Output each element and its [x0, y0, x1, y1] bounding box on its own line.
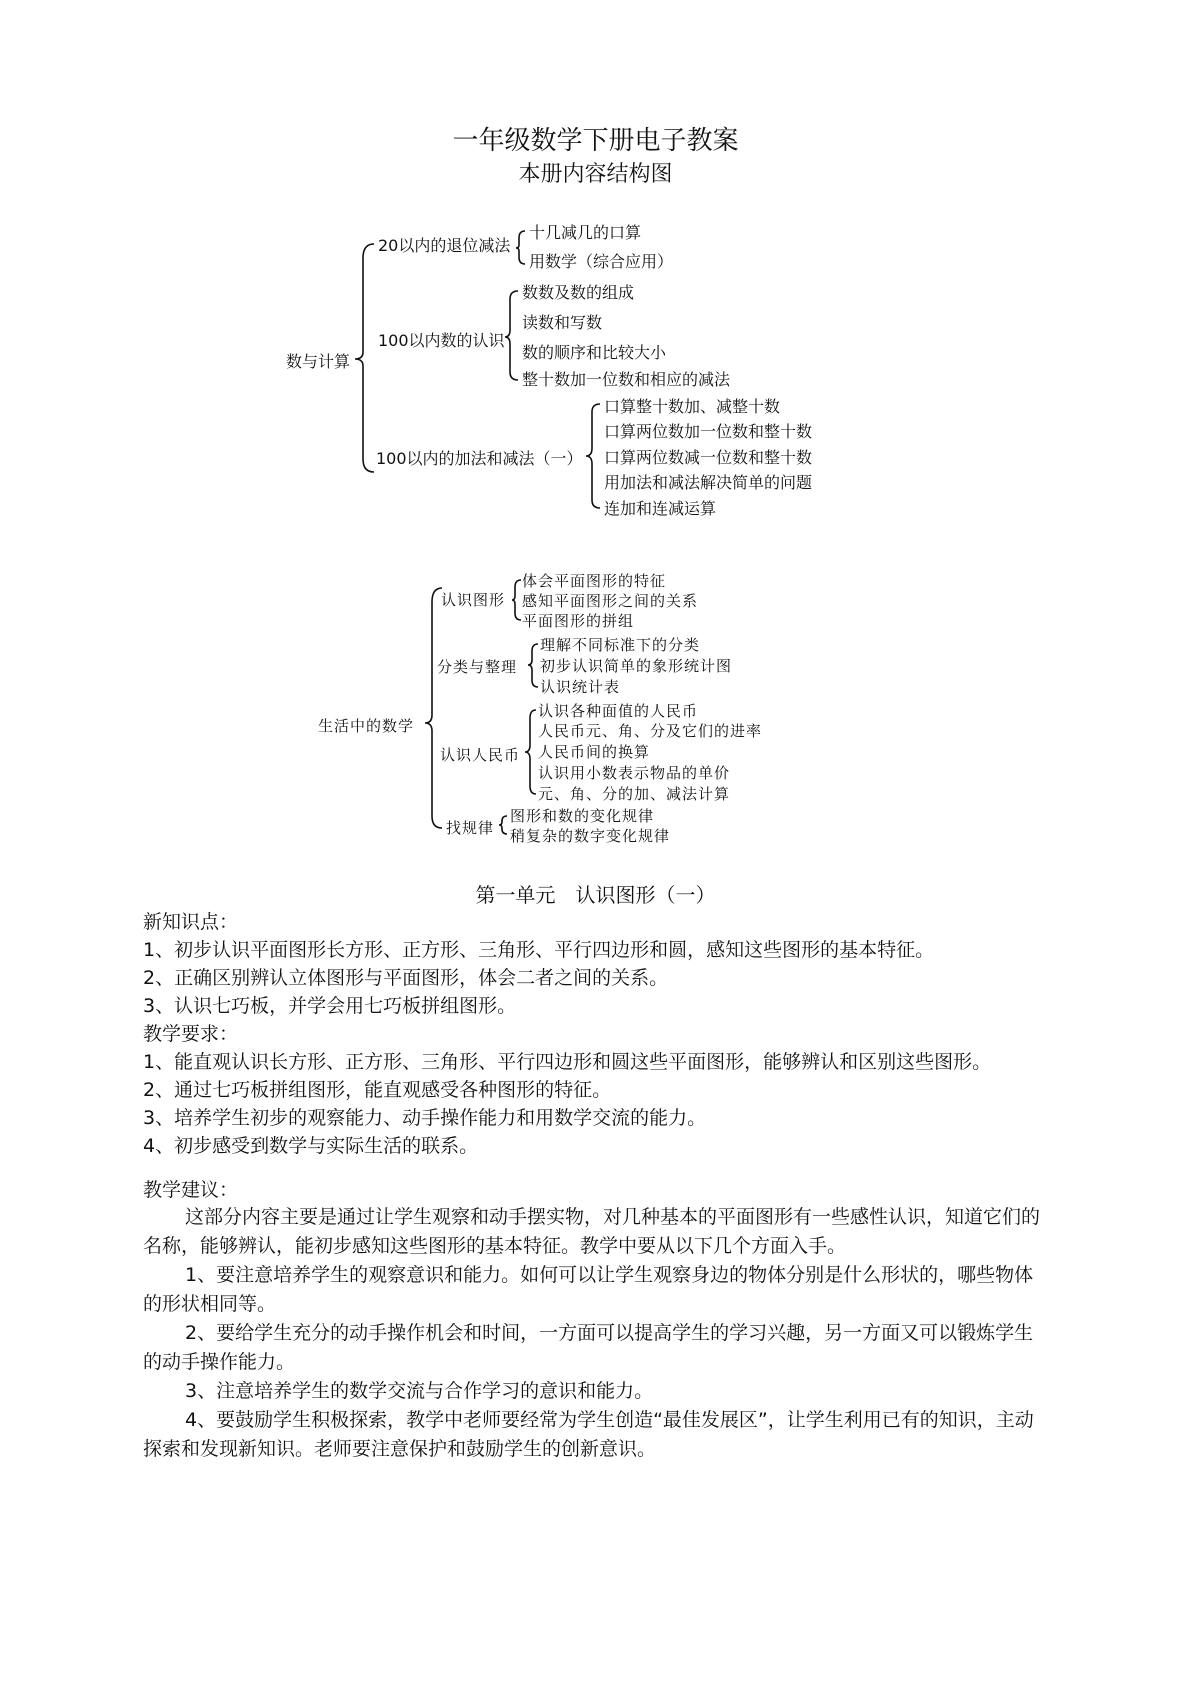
d2-item: 认识各种面值的人民币 — [538, 702, 699, 720]
d2-item: 图形和数的变化规律 — [510, 807, 655, 825]
d1-group-label: 20以内的退位减法 — [378, 236, 511, 255]
d1-group-label: 100以内的加法和减法（一） — [376, 449, 583, 468]
requirement-item: 3、培养学生初步的观察能力、动手操作能力和用数学交流的能力。 — [143, 1107, 707, 1129]
d1-item: 用数学（综合应用） — [529, 252, 674, 271]
d1-item: 用加法和减法解决简单的问题 — [604, 473, 813, 492]
requirement-item: 1、能直观认识长方形、正方形、三角形、平行四边形和圆这些平面图形，能够辨认和区别这些图形。 — [143, 1051, 992, 1073]
d2-item: 理解不同标准下的分类 — [540, 636, 701, 654]
d2-item: 人民币元、角、分及它们的进率 — [538, 722, 763, 740]
d1-root-label: 数与计算 — [286, 352, 351, 371]
d2-item: 感知平面图形之间的关系 — [522, 592, 699, 610]
d2-group-label: 认识人民币 — [440, 746, 521, 764]
d1-item: 读数和写数 — [522, 313, 603, 332]
suggestion-paragraph: 4、要鼓励学生积极探索，教学中老师要经常为学生创造“最佳发展区”，让学生利用已有的知识，主动探索和发现新知识。老师要注意保护和鼓励学生的创新意识。 — [143, 1409, 1034, 1460]
d1-item: 口算两位数减一位数和整十数 — [604, 448, 813, 467]
bracket-d1-root — [355, 244, 374, 472]
bracket-d2-g1 — [512, 580, 521, 620]
bracket-d2-g4 — [499, 816, 507, 834]
page-subtitle: 本册内容结构图 — [518, 162, 673, 187]
d2-group-label: 认识图形 — [441, 591, 506, 609]
suggestions-title: 教学建议： — [143, 1179, 239, 1201]
d2-item: 人民币间的换算 — [538, 743, 651, 761]
d1-item: 整十数加一位数和相应的减法 — [522, 370, 731, 389]
knowledge-item: 3、认识七巧板，并学会用七巧板拼组图形。 — [143, 995, 517, 1017]
page-title: 一年级数学下册电子教案 — [452, 126, 739, 156]
d2-item: 认识统计表 — [540, 678, 621, 696]
d2-item: 稍复杂的数字变化规律 — [510, 827, 671, 845]
d2-item: 体会平面图形的特征 — [522, 572, 667, 590]
d1-item: 口算两位数加一位数和整十数 — [604, 422, 813, 441]
knowledge-item: 1、初步认识平面图形长方形、正方形、三角形、平行四边形和圆，感知这些图形的基本特征。 — [143, 939, 935, 961]
requirement-item: 2、通过七巧板拼组图形，能直观感受各种图形的特征。 — [143, 1079, 612, 1101]
knowledge-item: 2、正确区别辨认立体图形与平面图形，体会二者之间的关系。 — [143, 967, 669, 989]
d1-item: 数数及数的组成 — [522, 283, 635, 302]
bracket-d2-root — [425, 588, 442, 828]
d1-item: 连加和连减运算 — [604, 499, 717, 518]
d2-item: 初步认识简单的象形统计图 — [540, 657, 733, 675]
d2-group-label: 找规律 — [446, 819, 495, 837]
d1-group-label: 100以内数的认识 — [378, 331, 505, 350]
bracket-d1-g3 — [586, 404, 600, 508]
d2-item: 平面图形的拼组 — [522, 612, 635, 630]
bracket-d1-g1 — [516, 231, 525, 264]
suggestion-paragraph: 1、要注意培养学生的观察意识和能力。如何可以让学生观察身边的物体分别是什么形状的，哪些物体的形状相同等。 — [143, 1264, 1034, 1315]
knowledge-title: 新知识点： — [143, 911, 239, 933]
requirements-title: 教学要求： — [143, 1023, 239, 1045]
d2-item: 认识用小数表示物品的单价 — [538, 764, 731, 782]
suggestion-paragraph: 这部分内容主要是通过让学生观察和动手摆实物，对几种基本的平面图形有一些感性认识，知道它们的名称，能够辨认，能初步感知这些图形的基本特征。教学中要从以下几个方面入手。 — [143, 1206, 1041, 1257]
suggestion-paragraph: 2、要给学生充分的动手操作机会和时间，一方面可以提高学生的学习兴趣，另一方面又可以锻炼学生的动手操作能力。 — [143, 1322, 1034, 1373]
suggestion-paragraph: 3、注意培养学生的数学交流与合作学习的意识和能力。 — [185, 1380, 654, 1402]
bracket-d1-g2 — [505, 291, 518, 380]
bracket-d2-g3 — [525, 710, 536, 794]
d1-item: 十几减几的口算 — [529, 223, 642, 242]
unit-heading: 第一单元 认识图形（一） — [475, 883, 716, 907]
d1-item: 口算整十数加、减整十数 — [604, 397, 781, 416]
d2-root-label: 生活中的数学 — [318, 717, 415, 735]
d2-item: 元、角、分的加、减法计算 — [538, 785, 731, 803]
d1-item: 数的顺序和比较大小 — [522, 343, 667, 362]
d2-group-label: 分类与整理 — [437, 658, 518, 676]
requirement-item: 4、初步感受到数学与实际生活的联系。 — [143, 1135, 479, 1157]
bracket-d2-g2 — [528, 644, 538, 687]
